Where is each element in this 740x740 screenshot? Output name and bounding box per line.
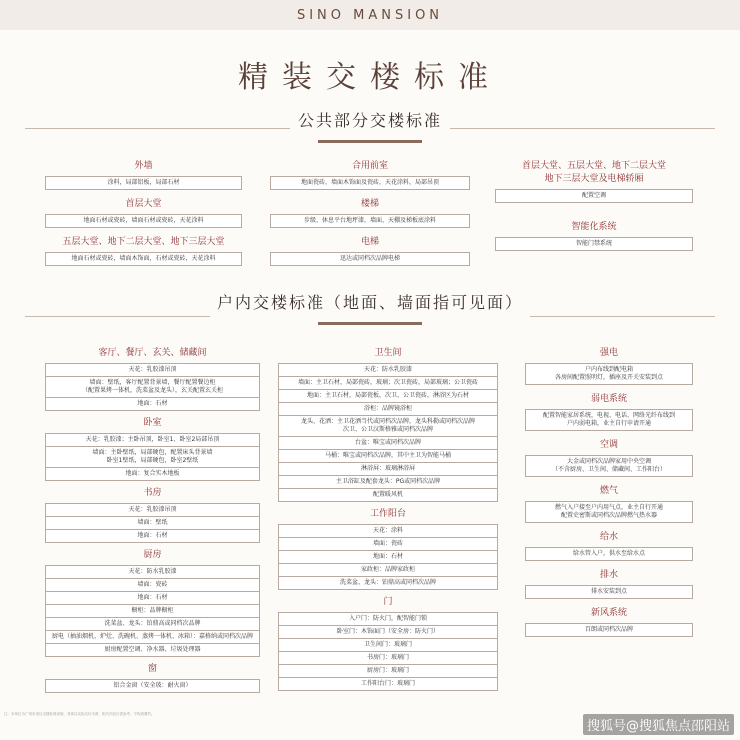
spec-group bbox=[270, 160, 470, 190]
spec-group bbox=[278, 508, 498, 590]
group-title: 空调 bbox=[599, 440, 618, 450]
group-title: 燃气 bbox=[599, 486, 618, 496]
spec-item: 排水安装到点 bbox=[525, 585, 693, 599]
group-title: 客厅、餐厅、玄关、储藏间 bbox=[98, 348, 207, 358]
spec-item: 地面：石材 bbox=[45, 592, 260, 605]
spec-group bbox=[45, 198, 242, 228]
spec-item: 地面：复合实木地板 bbox=[45, 468, 260, 481]
spec-item: 墙面：瓷砖 bbox=[45, 579, 260, 592]
group-title: 工作阳台 bbox=[369, 509, 406, 519]
spec-group bbox=[525, 347, 693, 385]
spec-item: 墙面：主卧壁纸，局部硬包，配置床头背景墙 卧室1壁纸，局部硬包，卧室2壁纸 bbox=[45, 447, 260, 468]
spec-item: 地面瓷砖，墙面木饰面及瓷砖，天花涂料，局部吊顶 bbox=[270, 176, 470, 190]
section-underline bbox=[318, 322, 422, 325]
spec-item: 墙面：壁纸，客厅配置背景墙，餐厅配置餐边柜 （配置果烤一体机，洗菜盆及龙头），玄关配置玄关柜 bbox=[45, 377, 260, 398]
spec-item: 卫生间门：玻璃门 bbox=[278, 639, 498, 652]
spec-group bbox=[45, 347, 260, 411]
spec-group bbox=[45, 160, 242, 190]
section-title-indoor: 户内交楼标准（地面、墙面指可见面） bbox=[216, 293, 523, 312]
group-title: 智能化系统 bbox=[571, 222, 617, 232]
spec-item: 配置暖风机 bbox=[278, 489, 498, 502]
watermark: 搜狐号@搜狐焦点邵阳站 bbox=[583, 714, 734, 735]
group-title: 楼梯 bbox=[360, 199, 379, 209]
spec-group bbox=[525, 607, 693, 637]
spec-item: 书房门：玻璃门 bbox=[278, 652, 498, 665]
spec-item: 百朗或同档次品牌 bbox=[525, 623, 693, 637]
group-title: 卧室 bbox=[143, 418, 162, 428]
group-title: 首层大堂、五层大堂、地下二层大堂 地下三层大堂及电梯轿厢 bbox=[521, 161, 666, 184]
group-title: 窗 bbox=[147, 664, 157, 674]
group-title: 强电 bbox=[599, 348, 618, 358]
spec-item: 地面：石材 bbox=[278, 551, 498, 564]
group-title: 新风系统 bbox=[590, 608, 627, 618]
spec-item: 地面：石材 bbox=[45, 398, 260, 411]
group-title: 厨房 bbox=[143, 550, 162, 560]
spec-item: 墙面：壁纸 bbox=[45, 517, 260, 530]
spec-group bbox=[525, 439, 693, 477]
group-title: 合用前室 bbox=[351, 161, 388, 171]
spec-group bbox=[45, 549, 260, 657]
spec-item: 墙面：主卫石材，局部瓷砖，玻璃；次卫瓷砖，局部玻璃；公卫瓷砖 bbox=[278, 377, 498, 390]
spec-item: 步级、休息平台地坪漆，墙面、天棚及梯板底涂料 bbox=[270, 214, 470, 228]
footnote: 注：本单位为广州市项目交楼标准说明，具体以实际交付为准，相关内容仅供参考，不构成要约。 bbox=[4, 712, 155, 716]
spec-item: 天花：乳胶漆吊顶 bbox=[45, 503, 260, 517]
spec-item: 厨房门：玻璃门 bbox=[278, 665, 498, 678]
spec-item: 铝合金窗（安全玻：耐火窗） bbox=[45, 679, 260, 693]
spec-item: 家政柜：品牌家政柜 bbox=[278, 564, 498, 577]
group-title: 书房 bbox=[143, 488, 162, 498]
spec-item: 天花：防水乳胶漆 bbox=[45, 565, 260, 579]
spec-group bbox=[525, 531, 693, 561]
group-title: 五层大堂、地下二层大堂、地下三层大堂 bbox=[62, 237, 225, 247]
public-col3 bbox=[495, 160, 693, 251]
indoor-col3 bbox=[525, 347, 693, 637]
brand-logo-text: SINO MANSION bbox=[296, 7, 444, 23]
spec-item: 墙面：瓷砖 bbox=[278, 538, 498, 551]
spec-item: 地面：石材 bbox=[45, 530, 260, 543]
spec-item: 浴柜：品牌镜浴柜 bbox=[278, 403, 498, 416]
indoor-col2 bbox=[278, 347, 498, 691]
section-title-public: 公共部分交楼标准 bbox=[297, 111, 442, 130]
spec-group bbox=[45, 236, 242, 266]
spec-item: 地面石材或瓷砖，墙面石材或瓷砖，天花涂料 bbox=[45, 214, 242, 228]
spec-item: 马桶：唯宝或同档次品牌，其中主卫为智能马桶 bbox=[278, 450, 498, 463]
spec-group bbox=[525, 485, 693, 523]
spec-group bbox=[525, 569, 693, 599]
spec-item: 厨房配置空调、净水器、垃圾处理器 bbox=[45, 644, 260, 657]
spec-group bbox=[270, 198, 470, 228]
divider bbox=[530, 316, 715, 317]
spec-item: 涂料，局部铝板，局部石材 bbox=[45, 176, 242, 190]
spec-item: 入户门：防火门，配智能门锁 bbox=[278, 612, 498, 626]
spec-item: 智能门禁系统 bbox=[495, 237, 693, 251]
section-underline bbox=[318, 140, 422, 143]
spec-item: 厨电（抽油烟机、炉灶、洗碗机、蒸烤一体机、冰箱）：嘉格纳或同档次品牌 bbox=[45, 631, 260, 644]
spec-item: 配置空调 bbox=[495, 189, 693, 203]
group-title: 外墙 bbox=[134, 161, 153, 171]
group-title: 首层大堂 bbox=[125, 199, 162, 209]
spec-item: 地面石材或瓷砖，墙面木饰面，石材或瓷砖，天花涂料 bbox=[45, 252, 242, 266]
divider bbox=[25, 316, 210, 317]
spec-item: 迅达或同档次品牌电梯 bbox=[270, 252, 470, 266]
spec-item: 洗菜盆、龙头：铂鼎高或同档次品牌 bbox=[278, 577, 498, 590]
spec-item: 天花：乳胶漆吊顶 bbox=[45, 363, 260, 377]
spec-group bbox=[45, 417, 260, 481]
spec-item: 给水管入户，供水至给水点 bbox=[525, 547, 693, 561]
spec-item: 龙头、花洒：主卫花洒当代或同档次品牌，龙头科勒或同档次品牌 次卫、公卫汉斯格雅或同档次品牌 bbox=[278, 416, 498, 437]
spec-item: 主卫浴缸及配套龙头：PG或同档次品牌 bbox=[278, 476, 498, 489]
public-col1 bbox=[45, 160, 242, 266]
spec-group bbox=[495, 221, 693, 251]
spec-group bbox=[270, 236, 470, 266]
spec-item: 大金或同档次品牌家用中央空调 （不含厨房、卫生间、储藏间、工作阳台） bbox=[525, 455, 693, 477]
group-title: 排水 bbox=[599, 570, 618, 580]
indoor-col1 bbox=[45, 347, 260, 693]
spec-item: 天花：乳胶漆；主卧吊顶，卧室1、卧室2局部吊顶 bbox=[45, 433, 260, 447]
spec-item: 橱柜：品牌橱柜 bbox=[45, 605, 260, 618]
spec-item: 燃气入户接至户内用气点，业主自行开通 配置史密斯或同档次品牌燃气热水器 bbox=[525, 501, 693, 523]
spec-group bbox=[45, 487, 260, 543]
spec-item: 卧室门：木饰面门（安全房：防火门） bbox=[278, 626, 498, 639]
spec-group bbox=[495, 160, 693, 203]
spec-item: 洗菜盆、龙头：铂鼎高或同档次品牌 bbox=[45, 618, 260, 631]
group-title: 门 bbox=[383, 597, 393, 607]
spec-group bbox=[45, 663, 260, 693]
spec-item: 台盆：唯宝或同档次品牌 bbox=[278, 437, 498, 450]
page-title: 精装交楼标准 bbox=[238, 60, 502, 95]
spec-item: 配置智能家居系统，电视、电话、网络光纤布线到 户内弱电箱，业主自行申请开通 bbox=[525, 409, 693, 431]
spec-item: 户内布线到配电箱 各房间配置照明灯，插座及开关安装到点 bbox=[525, 363, 693, 385]
group-title: 给水 bbox=[599, 532, 618, 542]
spec-item: 天花：涂料 bbox=[278, 524, 498, 538]
spec-group bbox=[278, 596, 498, 691]
spec-item: 淋浴屏：玻璃淋浴屏 bbox=[278, 463, 498, 476]
spec-group bbox=[525, 393, 693, 431]
spec-item: 天花：防水乳胶漆 bbox=[278, 363, 498, 377]
spec-item: 工作阳台门：玻璃门 bbox=[278, 678, 498, 691]
spec-item: 地面：主卫石材，局部瓷板，次卫、公卫瓷砖，淋浴区为石材 bbox=[278, 390, 498, 403]
public-col2 bbox=[270, 160, 470, 266]
top-bar bbox=[0, 0, 740, 30]
group-title: 卫生间 bbox=[374, 348, 402, 358]
group-title: 电梯 bbox=[360, 237, 379, 247]
group-title: 弱电系统 bbox=[590, 394, 627, 404]
spec-group bbox=[278, 347, 498, 502]
